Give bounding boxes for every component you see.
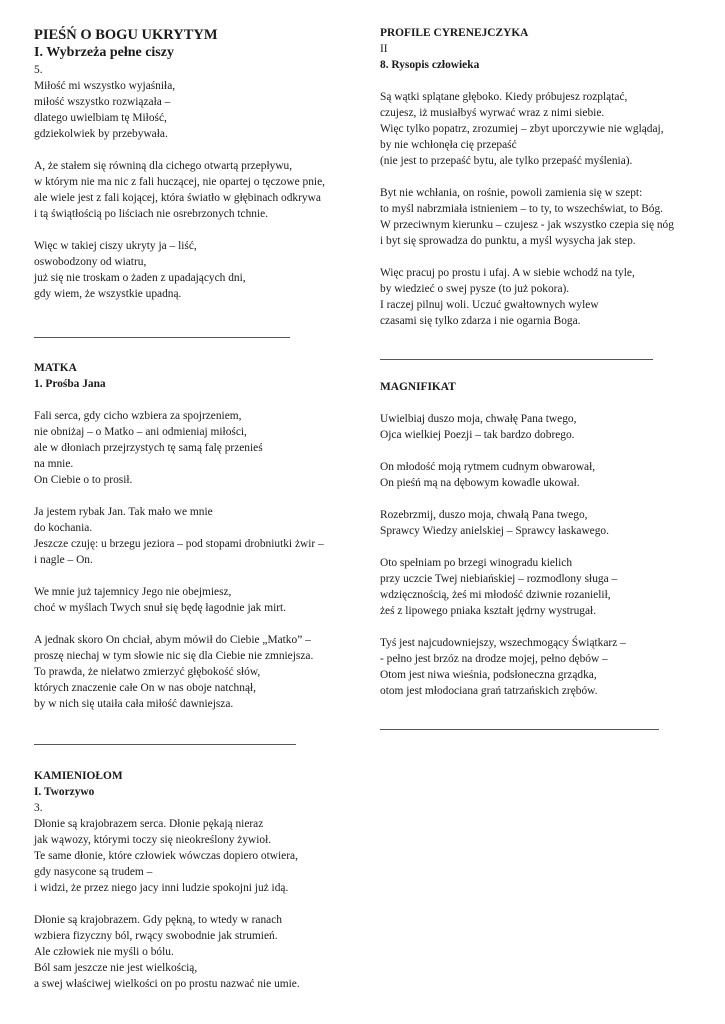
verse-line: Są wątki splątane głęboko. Kiedy próbujesz rozplątać, <box>380 91 628 103</box>
verse-line: Te same dłonie, które człowiek wówczas dopiero otwiera, <box>34 850 298 862</box>
poem-subtitle: I. Tworzywo <box>34 786 95 798</box>
verse-line: to myśl nabrzmiała istnieniem – to ty, to wszechświat, to Bóg. <box>380 203 664 215</box>
section-divider <box>380 359 653 360</box>
section-divider <box>34 337 290 338</box>
verse-line: Ojca wielkiej Poezji – tak bardzo dobrego. <box>380 429 575 441</box>
verse-line: w którym nie ma nic z fali huczącej, nie opartej o tęczowe pnie, <box>34 176 325 188</box>
verse-line: i widzi, że przez niego jacy inni ludzie spokojni już idą. <box>34 882 289 894</box>
poem-title: KAMIENIOŁOM <box>34 770 123 782</box>
verse-line: On pieśń mą na dębowym kowadle ukował. <box>380 477 580 489</box>
verse-line: (nie jest to przepaść bytu, ale tylko przepaść myślenia). <box>380 155 633 167</box>
section-divider <box>380 729 659 730</box>
verse-line: wdzięcznością, żeś mi młodość dziwnie rozanielił, <box>380 589 611 601</box>
verse-line: oswobodzony od wiatru, <box>34 256 147 268</box>
verse-line: Sprawcy Wiedzy anielskiej – Sprawcy łaskawego. <box>380 525 609 537</box>
verse-line: przy uczcie Twej niebiańskiej – rozmodlony sługa – <box>380 573 618 585</box>
verse-line: Więc tylko popatrz, zrozumiej – zbyt uporczywie nie wglądaj, <box>380 123 664 135</box>
verse-line: ale w dłoniach przejrzystych tę samą falę przenieś <box>34 442 263 454</box>
poem-title: PROFILE CYRENEJCZYKA <box>380 27 529 39</box>
verse-line: do kochania. <box>34 522 93 534</box>
verse-line: dlatego uwielbiam tę Miłość, <box>34 112 167 124</box>
verse-line: Rozebrzmij, duszo moja, chwałą Pana twego, <box>380 509 588 521</box>
verse-line: jak wąwozy, którymi toczy się nieokreślony żywioł. <box>34 834 272 846</box>
poem-profile <box>380 25 674 329</box>
verse-line: Tyś jest najcudowniejszy, wszechmogący Świątkarz – <box>380 637 626 649</box>
poem-title: MAGNIFIKAT <box>380 381 456 393</box>
verse-line: Jeszcze czuję: u brzegu jeziora – pod stopami drobniutki żwir – <box>34 538 324 550</box>
verse-line: Ja jestem rybak Jan. Tak mało we mnie <box>34 506 213 518</box>
poem-title: MATKA <box>34 362 77 374</box>
verse-line: miłość wszystko rozwiązała – <box>34 96 171 108</box>
verse-line: - pełno jest brzóz na drodze mojej, pełno dębów – <box>380 653 608 665</box>
verse-line: gdziekolwiek by przebywała. <box>34 128 168 140</box>
verse-line: gdy nasycone są trudem – <box>34 866 153 878</box>
verse-line: We mnie już tajemnicy Jego nie obejmiesz, <box>34 586 232 598</box>
poem-subtitle: I. Wybrzeża pełne ciszy <box>34 45 174 60</box>
verse-line: On młodość moją rytmem cudnym obwarował, <box>380 461 596 473</box>
verse-line: Ból sam jeszcze nie jest wielkością, <box>34 962 198 974</box>
poem-subtitle: 8. Rysopis człowieka <box>380 59 480 71</box>
verse-line: Więc pracuj po prostu i ufaj. A w siebie wchodź na tyle, <box>380 267 635 279</box>
verse-line: już się nie troskam o żaden z upadających dni, <box>34 272 246 284</box>
verse-line: Więc w takiej ciszy ukryty ja – liść, <box>34 240 197 252</box>
verse-line: Byt nie wchłania, on rośnie, powoli zamienia się w szept: <box>380 187 643 199</box>
verse-line: czujesz, iż musiałbyś wyrwać wraz z nimi siebie. <box>380 107 605 119</box>
section-divider <box>34 744 296 745</box>
verse-line: Uwielbiaj duszo moja, chwałę Pana twego, <box>380 413 577 425</box>
verse-line: W przeciwnym kierunku – czujesz - jak wszystko czepia się nóg <box>380 219 674 231</box>
verse-line: na mnie. <box>34 458 74 470</box>
verse-line: by nie wchłonęła cię przepaść <box>380 139 517 151</box>
verse-line: Otom jest niwa wieśnia, podsłoneczna grządka, <box>380 669 597 681</box>
verse-line: To prawda, że niełatwo zmierzyć głębokość słów, <box>34 666 261 678</box>
poem-subtitle: 1. Prośba Jana <box>34 378 106 390</box>
verse-line: A, że stałem się równiną dla cichego otwartą przepływu, <box>34 160 293 172</box>
verse-line: żeś z lipowego pniaka kształt jędrny wystrugał. <box>380 605 597 617</box>
poem-piesn <box>34 26 325 302</box>
poem-title: PIEŚŃ O BOGU UKRYTYM <box>34 27 218 43</box>
verse-line: Dłonie są krajobrazem. Gdy pękną, to wtedy w ranach <box>34 914 282 926</box>
verse-line: gdy wiem, że wszystkie upadną. <box>34 288 182 300</box>
poem-part-number: II <box>380 43 388 55</box>
verse-line: Ale człowiek nie myśli o bólu. <box>34 946 174 958</box>
verse-line: On Ciebie o to prosił. <box>34 474 133 486</box>
verse-line: proszę niechaj w tym słowie nic się dla Ciebie nie zmniejsza. <box>34 650 314 662</box>
verse-line: Miłość mi wszystko wyjaśniła, <box>34 80 176 92</box>
poem-number: 3. <box>34 802 43 814</box>
verse-line: czasami się tylko zdarza i nie ogarnia Boga. <box>380 315 581 327</box>
verse-line: i nagle – On. <box>34 554 93 566</box>
verse-line: nie obniżaj – o Matko – ani odmieniaj miłości, <box>34 426 247 438</box>
verse-line: wzbiera fizyczny ból, rwący swobodnie jak strumień. <box>34 930 278 942</box>
verse-line: i tą świątłością po liściach nie osrebrzonych tchnie. <box>34 208 269 220</box>
verse-line: Oto spełniam po brzegi winogradu kielich <box>380 557 573 569</box>
verse-line: by w nich się utaiła cała miłość dawniejsza. <box>34 698 234 710</box>
verse-line: Fali serca, gdy cicho wzbiera za spojrzeniem, <box>34 410 242 422</box>
poem-number: 5. <box>34 64 43 76</box>
poem-matka <box>34 360 324 712</box>
poem-kamieniolom <box>34 768 300 992</box>
verse-line: a swej właściwej wielkości on po prostu nazwać nie umie. <box>34 978 300 990</box>
verse-line: by wiedzieć o swej pysze (to już pokora). <box>380 283 570 295</box>
verse-line: i byt się sprowadza do punktu, a myśl wysycha jak step. <box>380 235 636 247</box>
verse-line: Dłonie są krajobrazem serca. Dłonie pękają nieraz <box>34 818 264 830</box>
poem-magnifikat <box>380 379 626 699</box>
verse-line: A jednak skoro On chciał, abym mówił do Ciebie „Matko” – <box>34 634 311 646</box>
verse-line: choć w myślach Twych snuł się będę łagodnie jak mirt. <box>34 602 287 614</box>
verse-line: I raczej pilnuj woli. Uczuć gwałtownych wylew <box>380 299 599 311</box>
verse-line: ale wiele jest z fali kojącej, która światło w głębinach odkrywa <box>34 192 321 204</box>
verse-line: których znaczenie całe On w nas oboje natchnął, <box>34 682 257 694</box>
verse-line: otom jest młodociana grań tatrzańskich zrębów. <box>380 685 598 697</box>
